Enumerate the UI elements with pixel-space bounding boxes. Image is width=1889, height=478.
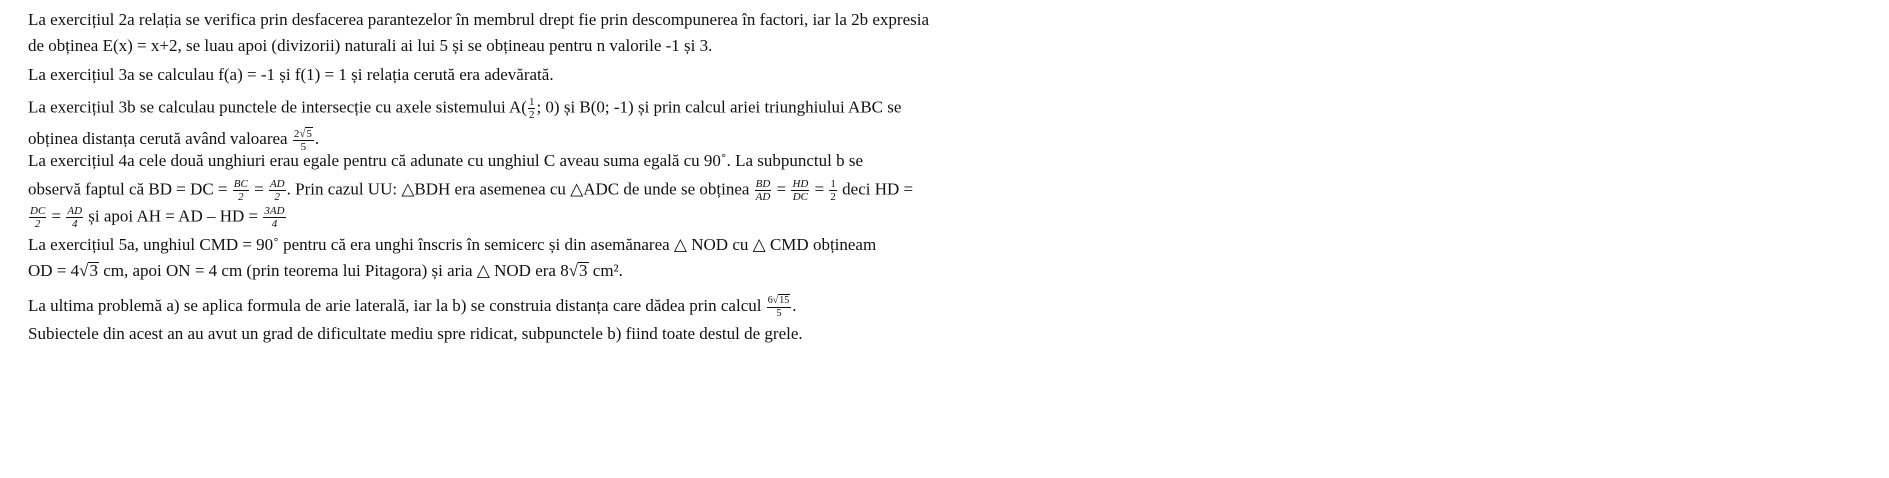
numerator: 3AD — [264, 205, 285, 217]
numerator: AD — [269, 178, 285, 190]
paragraph-ex2-line2: de obținea E(x) = x+2, se luau apoi (divizorii) naturali ai lui 5 și se obțineau pentru n valorile -1 și 3. — [28, 36, 713, 55]
denominator: 2 — [34, 218, 41, 230]
text: . Prin cazul UU: △BDH era asemenea cu △ADC de unde se obținea — [286, 179, 750, 199]
text: și apoi AH = AD – HD = — [84, 206, 259, 226]
radicand: 3 — [579, 261, 588, 280]
text: La exercițiul 3b se calculau punctele de intersecție cu axele sistemului A( — [28, 97, 527, 117]
text: La ultima problemă a) se aplica formula de arie laterală, iar la b) se construia distanța care dădea prin calcul — [28, 295, 762, 315]
text: cm, apoi ON = 4 cm (prin teorema lui Pitagora) și aria △ NOD era 8√ — [98, 261, 579, 280]
paragraph-ex5-line1: La exercițiul 5a, unghiul CMD = 90˚ pentru că era unghi înscris în semicerc și din asemănarea △ NOD cu △ CMD obțineam — [28, 235, 877, 254]
fraction — [528, 96, 536, 121]
radicand: 3 — [89, 261, 98, 280]
fraction — [269, 178, 286, 203]
radicand: 15 — [779, 295, 790, 306]
denominator: 2 — [528, 109, 535, 121]
fraction — [66, 205, 83, 230]
paragraph-ex4-line3 — [28, 205, 287, 230]
fraction — [263, 205, 285, 230]
denominator: 5 — [776, 308, 782, 319]
text: cm². — [588, 261, 623, 280]
text: = — [776, 179, 787, 199]
denominator: 4 — [271, 218, 278, 230]
denominator: DC — [792, 191, 809, 203]
fraction — [791, 178, 809, 203]
paragraph-ex3b-line1 — [28, 96, 901, 121]
paragraph-ex5-line2 — [28, 261, 623, 281]
numerator: BC — [233, 178, 248, 190]
denominator: AD — [755, 191, 771, 203]
numerator: DC — [30, 205, 46, 217]
paragraph-ex4-line2 — [28, 178, 913, 203]
text: ; 0) și B(0; -1) și prin calcul ariei triunghiului ABC se — [536, 97, 902, 117]
denominator: 2 — [830, 191, 836, 203]
numerator: AD — [67, 205, 83, 217]
denominator: 5 — [300, 141, 307, 153]
numerator: 2√5 — [293, 128, 312, 140]
text: observă faptul că BD = DC = — [28, 179, 228, 199]
fraction — [293, 127, 314, 153]
numerator: 1 — [528, 96, 535, 108]
text: obținea distanța cerută având valoarea — [28, 128, 288, 148]
paragraph-last-problem — [28, 294, 796, 320]
radicand: 5 — [306, 128, 312, 140]
coefficient: 2 — [293, 128, 300, 140]
numerator: 6√15 — [767, 295, 790, 306]
text: deci HD = — [837, 179, 914, 199]
coefficient: 6 — [767, 295, 773, 306]
denominator: 2 — [238, 191, 244, 203]
numerator: BD — [755, 178, 771, 190]
denominator: 4 — [71, 218, 78, 230]
fraction — [767, 294, 792, 320]
text: . — [792, 295, 797, 315]
fraction — [29, 205, 46, 230]
fraction — [755, 178, 772, 203]
text: = — [814, 179, 825, 199]
numerator: 1 — [830, 178, 836, 190]
fraction — [829, 178, 837, 203]
fraction — [233, 178, 249, 203]
numerator: HD — [792, 178, 809, 190]
paragraph-ex2-line1: La exercițiul 2a relația se verifica prin desfacerea parantezelor în membrul drept fie prin descompunerea în factori, iar la 2b expresia — [28, 10, 930, 29]
text: . — [314, 128, 320, 148]
text: = — [254, 179, 264, 199]
paragraph-ex3a: La exercițiul 3a se calculau f(a) = -1 și f(1) = 1 și relația cerută era adevărată. — [28, 65, 554, 84]
paragraph-ex3b-line2 — [28, 127, 319, 153]
paragraph-conclusion: Subiectele din acest an au avut un grad de dificultate mediu spre ridicat, subpunctele b) fiind toate destul de grele. — [28, 324, 803, 343]
text: = — [51, 206, 62, 226]
paragraph-ex4-line1: La exercițiul 4a cele două unghiuri erau egale pentru că adunate cu unghiul C aveau suma egală cu 90˚. La subpunctul b se — [28, 151, 864, 170]
text: OD = 4√ — [28, 261, 89, 280]
denominator: 2 — [274, 191, 281, 203]
